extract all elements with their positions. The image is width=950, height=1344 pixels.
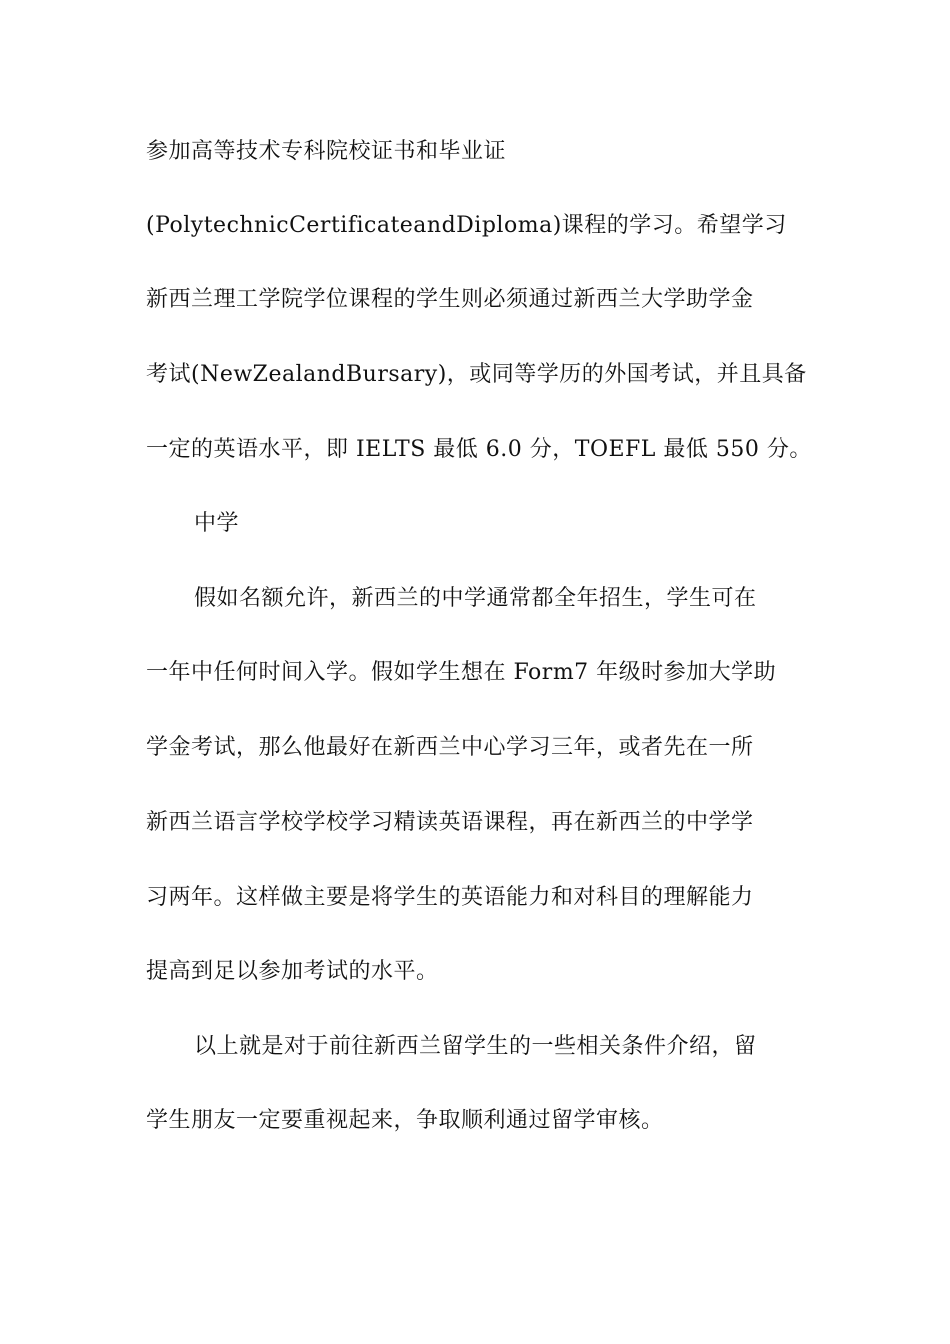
paragraph-line: 提高到足以参加考试的水平。 bbox=[146, 959, 439, 984]
paragraph-line: 一年中任何时间入学。假如学生想在 Form7 年级时参加大学助 bbox=[146, 660, 777, 685]
paragraph-line: 一定的英语水平，即 IELTS 最低 6.0 分，TOEFL 最低 550 分。 bbox=[146, 437, 812, 462]
paragraph-line: 以上就是对于前往新西兰留学生的一些相关条件介绍，留 bbox=[194, 1034, 757, 1059]
paragraph-line: 参加高等技术专科院校证书和毕业证 bbox=[146, 139, 507, 164]
paragraph-line: 习两年。这样做主要是将学生的英语能力和对科目的理解能力 bbox=[146, 885, 754, 910]
paragraph-line: 新西兰理工学院学位课程的学生则必须通过新西兰大学助学金 bbox=[146, 287, 754, 312]
paragraph-line: 考试(NewZealandBursary)，或同等学历的外国考试，并且具备 bbox=[146, 362, 807, 387]
paragraph-line: 学金考试，那么他最好在新西兰中心学习三年，或者先在一所 bbox=[146, 735, 754, 760]
paragraph-line: 新西兰语言学校学校学习精读英语课程，再在新西兰的中学学 bbox=[146, 810, 754, 835]
section-heading: 中学 bbox=[194, 511, 240, 536]
paragraph-line: 学生朋友一定要重视起来，争取顺利通过留学审核。 bbox=[146, 1108, 664, 1133]
paragraph-line: (PolytechnicCertificateandDiploma)课程的学习。希望学习 bbox=[146, 213, 787, 238]
paragraph-line: 假如名额允许，新西兰的中学通常都全年招生，学生可在 bbox=[194, 586, 757, 611]
